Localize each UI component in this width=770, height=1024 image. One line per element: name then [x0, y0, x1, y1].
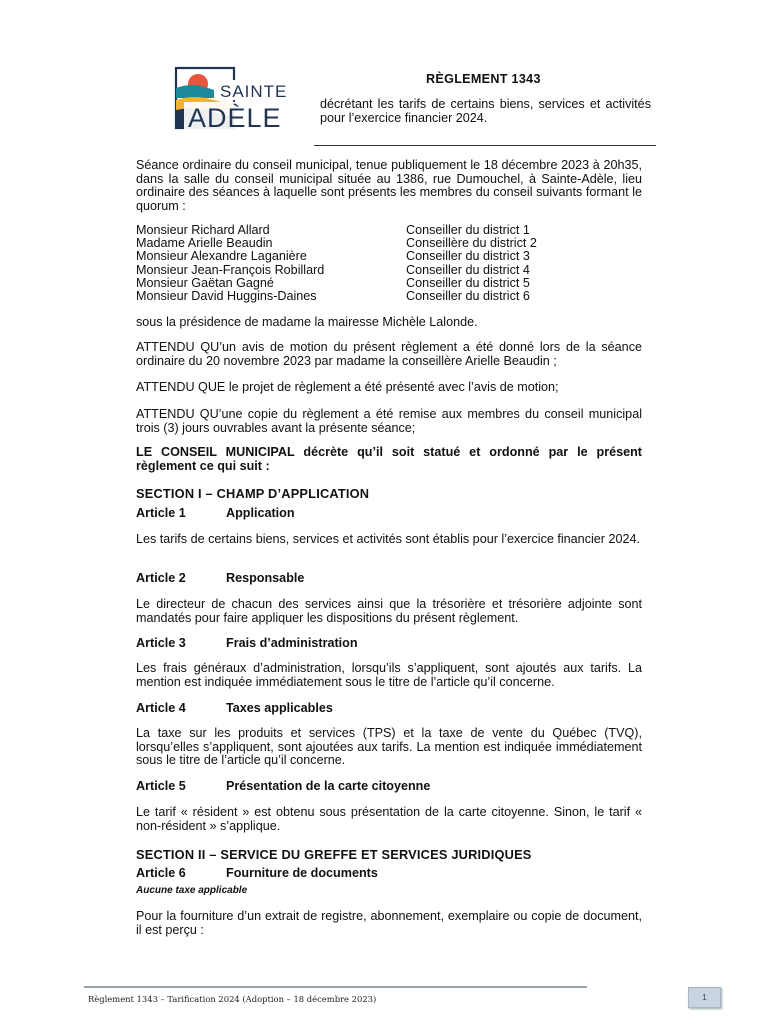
member-role: Conseiller du district 1 — [406, 223, 530, 237]
decree-paragraph: LE CONSEIL MUNICIPAL décrète qu’il soit statué et ordonné par le présent règlement ce qui suit : — [136, 445, 642, 473]
article-title: Responsable — [226, 571, 305, 585]
member-row — [136, 264, 646, 277]
sainte-adele-logo — [174, 66, 286, 132]
article-number: Article 5 — [136, 779, 186, 793]
article-number: Article 2 — [136, 571, 186, 585]
article-5-heading — [136, 780, 430, 794]
article-1-heading — [136, 507, 295, 521]
footer-divider — [84, 986, 587, 988]
member-role: Conseiller du district 5 — [406, 275, 530, 290]
article-title: Présentation de la carte citoyenne — [226, 779, 431, 793]
article-2-text: Le directeur de chacun des services ainsi que la trésorière et trésorière adjointe sont mandatés pour faire appliquer les dispositions du présent règlement. — [136, 597, 642, 625]
article-1-text: Les tarifs de certains biens, services et activités sont établis pour l’exercice financier 2024. — [136, 532, 640, 546]
page-number-badge: 1 — [688, 987, 721, 1008]
intro-paragraph: Séance ordinaire du conseil municipal, tenue publiquement le 18 décembre 2023 à 20h35, dans la salle du conseil municipal située au 1386, rue Dumouchel, à Sainte-Adèle, lieu ordinaire des séances à laquelle sont présents les membres du conseil suivants formant le quorum : — [136, 158, 642, 213]
member-name: Monsieur Richard Allard — [136, 223, 270, 237]
member-row — [136, 290, 646, 303]
regulation-title: RÈGLEMENT 1343 — [426, 72, 541, 86]
article-title: Frais d’administration — [226, 636, 358, 650]
council-members-list — [136, 224, 646, 303]
article-number: Article 1 — [136, 506, 186, 520]
member-role: Conseiller du district 6 — [406, 288, 530, 303]
article-title: Taxes applicables — [226, 701, 333, 715]
article-title: Application — [226, 506, 295, 520]
article-number: Article 3 — [136, 636, 186, 650]
attendu-paragraph-3: ATTENDU QU’une copie du règlement a été remise aux membres du conseil municipal trois (3) jours ouvrables avant la présente séance; — [136, 407, 642, 435]
member-name: Madame Arielle Beaudin — [136, 236, 273, 251]
tax-note: Aucune taxe applicable — [136, 885, 248, 896]
article-6-text: Pour la fourniture d’un extrait de registre, abonnement, exemplaire ou copie de document, il est perçu : — [136, 909, 642, 937]
article-3-text: Les frais généraux d’administration, lorsqu’ils s’appliquent, sont ajoutés aux tarifs. La mention est indiquée immédiatement sous le titre de l’article qu’il concerne. — [136, 661, 642, 689]
member-row — [136, 250, 646, 263]
article-3-heading — [136, 637, 358, 651]
logo-line2: ADÈLE — [188, 103, 282, 132]
member-name: Monsieur Jean-François Robillard — [136, 262, 325, 277]
article-4-heading — [136, 702, 333, 716]
article-number: Article 4 — [136, 701, 186, 715]
attendu-paragraph-2: ATTENDU QUE le projet de règlement a été présenté avec l’avis de motion; — [136, 380, 559, 394]
attendu-paragraph-1: ATTENDU QU’un avis de motion du présent règlement a été donné lors de la séance ordinaire du 20 novembre 2023 par madame la conseillère Arielle Beaudin ; — [136, 340, 642, 368]
article-title: Fourniture de documents — [226, 866, 378, 880]
member-name: Monsieur Gaëtan Gagné — [136, 275, 274, 290]
section-2-title: SECTION II – SERVICE DU GREFFE ET SERVICES JURIDIQUES — [136, 847, 532, 862]
article-number: Article 6 — [136, 866, 186, 880]
logo-graphic — [174, 66, 286, 132]
header-divider — [314, 145, 656, 146]
article-6-heading — [136, 867, 378, 881]
article-5-text: Le tarif « résident » est obtenu sous présentation de la carte citoyenne. Sinon, le tarif « non-résident » s’applique. — [136, 805, 642, 833]
member-role: Conseiller du district 3 — [406, 249, 530, 264]
regulation-subtitle: décrétant les tarifs de certains biens, services et activités pour l’exercice financier 2024. — [320, 97, 651, 125]
member-name: Monsieur David Huggins-Daines — [136, 288, 317, 303]
member-role: Conseillère du district 2 — [406, 236, 537, 251]
member-row — [136, 277, 646, 290]
member-name: Monsieur Alexandre Laganière — [136, 249, 307, 264]
article-4-text: La taxe sur les produits et services (TPS) et la taxe de vente du Québec (TVQ), lorsqu’elles s’appliquent, sont ajoutées aux tarifs. La mention est indiquée immédiatement sous le titre de l’article qu’il concerne. — [136, 726, 642, 767]
article-2-heading — [136, 572, 304, 586]
section-1-title: SECTION I – CHAMP D’APPLICATION — [136, 486, 370, 501]
footer-text: Règlement 1343 – Tarification 2024 (Adoption – 18 décembre 2023) — [88, 994, 377, 1004]
member-role: Conseiller du district 4 — [406, 262, 530, 277]
presidence-line: sous la présidence de madame la mairesse Michèle Lalonde. — [136, 315, 478, 329]
logo-line1: SAINTE — [220, 82, 286, 101]
